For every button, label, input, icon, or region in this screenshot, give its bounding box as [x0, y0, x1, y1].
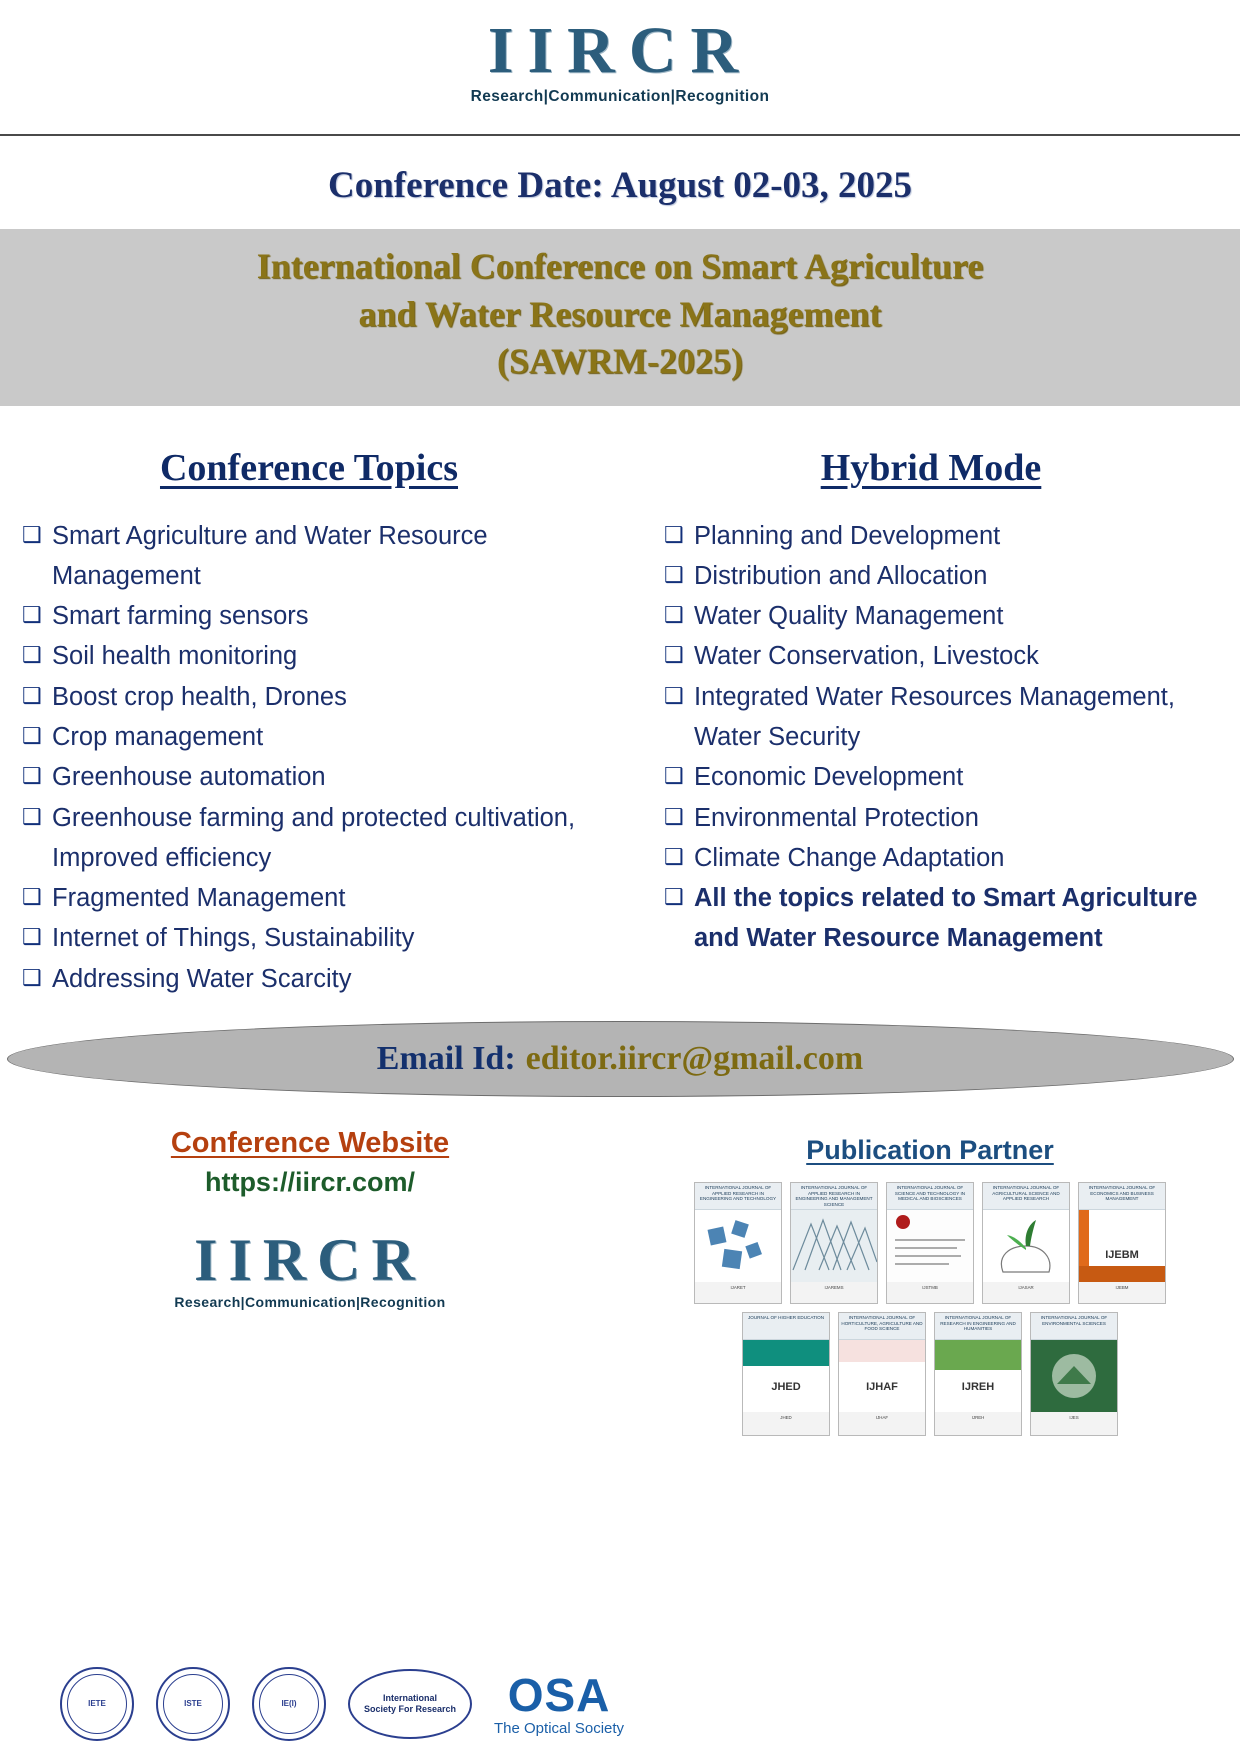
- list-item: [22, 798, 620, 879]
- conference-title-line-1: International Conference on Smart Agriculture: [256, 246, 984, 286]
- checkbox-bullet-icon: [22, 878, 52, 916]
- iircr-logo-wordmark: IIRCR: [487, 14, 753, 87]
- checkbox-bullet-icon: [664, 596, 694, 634]
- footer-logo-wordmark: IIRCR: [194, 1226, 426, 1293]
- journal-cover-art: [983, 1210, 1069, 1282]
- journal-cover-art: [791, 1210, 877, 1282]
- list-item-text: Integrated Water Resources Management, Water Security: [694, 682, 1175, 751]
- header-divider: [0, 134, 1240, 136]
- checkbox-bullet-icon: [664, 757, 694, 795]
- journal-cover-row: [742, 1312, 1118, 1436]
- conference-topics-column: [8, 446, 620, 999]
- journal-cover-code: IJARET: [695, 1282, 781, 1304]
- list-item-text: Boost crop health, Drones: [52, 682, 347, 711]
- journal-cover: [982, 1182, 1070, 1304]
- journal-cover-code: IJAREMS: [791, 1282, 877, 1304]
- list-item: [22, 959, 620, 999]
- institution-of-engineers-logo: IE(I): [252, 1667, 326, 1741]
- conference-date: Conference Date: August 02-03, 2025: [327, 165, 913, 206]
- journal-cover-row: [694, 1182, 1166, 1304]
- journal-cover-name: JHED: [771, 1380, 801, 1393]
- conference-title-line-2: and Water Resource Management: [358, 293, 882, 334]
- journal-cover: [790, 1182, 878, 1304]
- website-block: [0, 1127, 620, 1436]
- footer-iircr-logo: [0, 1226, 620, 1310]
- list-item-text: Smart farming sensors: [52, 602, 309, 631]
- publication-partner-title: Publication Partner: [806, 1134, 1054, 1165]
- checkbox-bullet-icon: [664, 516, 694, 554]
- list-item: [22, 878, 620, 918]
- journal-cover-art: [1079, 1210, 1165, 1282]
- journal-cover-art: [695, 1210, 781, 1282]
- journal-cover-title: INTERNATIONAL JOURNAL OF APPLIED RESEARCH IN ENGINEERING AND MANAGEMENT SCIENCE: [791, 1183, 877, 1210]
- list-item-text: Economic Development: [694, 763, 964, 792]
- list-item-text: Smart Agriculture and Water Resource Management: [52, 521, 488, 590]
- list-item-text: Greenhouse automation: [52, 763, 326, 792]
- iete-logo: IETE: [60, 1667, 134, 1741]
- checkbox-bullet-icon: [22, 798, 52, 836]
- journal-cover: [838, 1312, 926, 1436]
- checkbox-bullet-icon: [22, 677, 52, 715]
- email-oval: [7, 1021, 1234, 1097]
- list-item: [22, 516, 620, 597]
- checkbox-bullet-icon: [664, 878, 694, 916]
- list-item-text: Fragmented Management: [52, 884, 346, 913]
- isr-logo-line2: Society For Research: [363, 1704, 457, 1714]
- list-item-text: Environmental Protection: [694, 803, 979, 832]
- list-item-text: Soil health monitoring: [52, 642, 298, 671]
- email-section: [0, 1021, 1240, 1097]
- iircr-logo-tagline: Research|Communication|Recognition: [470, 88, 770, 105]
- checkbox-bullet-icon: [22, 717, 52, 755]
- list-item: [664, 516, 1232, 556]
- list-item: [22, 596, 620, 636]
- conference-title-band: [0, 229, 1240, 406]
- osa-logo-wordmark: OSA: [507, 1668, 611, 1721]
- checkbox-bullet-icon: [664, 798, 694, 836]
- checkbox-bullet-icon: [22, 596, 52, 634]
- list-item: [664, 757, 1232, 797]
- conference-title-line-3: (SAWRM-2025): [497, 341, 743, 382]
- list-item-text: All the topics related to Smart Agriculture and Water Resource Management: [694, 884, 1198, 953]
- checkbox-bullet-icon: [22, 636, 52, 674]
- journal-cover-art: [887, 1210, 973, 1282]
- journal-cover-code: IJEBM: [1079, 1282, 1165, 1304]
- conference-topics-heading: Conference Topics: [159, 446, 459, 489]
- journal-cover: [1078, 1182, 1166, 1304]
- list-item: [664, 677, 1232, 758]
- checkbox-bullet-icon: [664, 838, 694, 876]
- list-item-text: Internet of Things, Sustainability: [52, 924, 415, 953]
- journal-cover-art: [839, 1340, 925, 1412]
- journal-cover-code: JHED: [743, 1412, 829, 1436]
- list-item-text: Greenhouse farming and protected cultivation, Improved efficiency: [52, 803, 576, 872]
- journal-cover-grid: [620, 1182, 1240, 1436]
- list-item: [22, 636, 620, 676]
- journal-cover-code: IJES: [1031, 1412, 1117, 1436]
- journal-cover-title: JOURNAL OF HIGHER EDUCATION: [743, 1313, 829, 1340]
- iste-logo: ISTE: [156, 1667, 230, 1741]
- list-item: [664, 556, 1232, 596]
- list-item: [664, 838, 1232, 878]
- list-item-text: Crop management: [52, 722, 264, 751]
- footer-section: [0, 1127, 1240, 1436]
- list-item-text: Planning and Development: [694, 521, 1001, 550]
- journal-cover-code: IJASAR: [983, 1282, 1069, 1304]
- isr-logo-line1: International: [382, 1693, 437, 1704]
- journal-cover-title: INTERNATIONAL JOURNAL OF SCIENCE AND TECHNOLOGY IN MEDICAL AND BIOSCIENCES: [887, 1183, 973, 1210]
- journal-cover-name: IJEBM: [1105, 1248, 1139, 1261]
- conference-website-title: Conference Website: [170, 1126, 450, 1159]
- publication-partner-block: [620, 1127, 1240, 1436]
- journal-cover: [1030, 1312, 1118, 1436]
- checkbox-bullet-icon: [22, 516, 52, 554]
- list-item-text: Climate Change Adaptation: [694, 843, 1005, 872]
- journal-cover-art: [743, 1340, 829, 1412]
- checkbox-bullet-icon: [22, 757, 52, 795]
- partner-logos: [60, 1667, 624, 1741]
- list-item: [22, 757, 620, 797]
- hybrid-mode-heading: Hybrid Mode: [820, 446, 1042, 489]
- journal-cover-art: [935, 1340, 1021, 1412]
- journal-cover-title: INTERNATIONAL JOURNAL OF ENVIRONMENTAL SCIENCES: [1031, 1313, 1117, 1340]
- hybrid-mode-column: [620, 446, 1232, 999]
- list-item: [664, 636, 1232, 676]
- checkbox-bullet-icon: [22, 918, 52, 956]
- journal-cover-code: IJHAF: [839, 1412, 925, 1436]
- hybrid-mode-list: [620, 516, 1232, 959]
- email-address[interactable]: editor.iircr@gmail.com: [525, 1039, 864, 1077]
- list-item: [664, 878, 1232, 959]
- footer-logo-tagline: Research|Communication|Recognition: [174, 1293, 446, 1310]
- journal-cover: [694, 1182, 782, 1304]
- journal-cover: [934, 1312, 1022, 1436]
- isr-logo: [348, 1669, 472, 1739]
- conference-website-url[interactable]: https://iircr.com/: [204, 1166, 416, 1197]
- journal-cover-title: INTERNATIONAL JOURNAL OF HORTICULTURE, AGRICULTURE AND FOOD SCIENCE: [839, 1313, 925, 1340]
- journal-cover: [886, 1182, 974, 1304]
- conference-topics-list: [8, 516, 620, 999]
- list-item: [664, 596, 1232, 636]
- checkbox-bullet-icon: [664, 636, 694, 674]
- journal-cover-title: INTERNATIONAL JOURNAL OF AGRICULTURAL SCIENCE AND APPLIED RESEARCH: [983, 1183, 1069, 1210]
- list-item-text: Distribution and Allocation: [694, 561, 988, 590]
- list-item-text: Addressing Water Scarcity: [52, 964, 352, 993]
- journal-cover-title: INTERNATIONAL JOURNAL OF ECONOMICS AND BUSINESS MANAGEMENT: [1079, 1183, 1165, 1210]
- journal-cover: [742, 1312, 830, 1436]
- journal-cover-name: IJREH: [961, 1380, 995, 1393]
- poster-header: [0, 0, 1240, 136]
- journal-cover-code: IJSTMB: [887, 1282, 973, 1304]
- checkbox-bullet-icon: [664, 556, 694, 594]
- list-item-text: Water Conservation, Livestock: [694, 642, 1039, 671]
- osa-logo: [494, 1668, 625, 1737]
- list-item: [22, 717, 620, 757]
- list-item-text: Water Quality Management: [694, 602, 1004, 631]
- journal-cover-title: INTERNATIONAL JOURNAL OF APPLIED RESEARCH IN ENGINEERING AND TECHNOLOGY: [695, 1183, 781, 1210]
- checkbox-bullet-icon: [22, 959, 52, 997]
- list-item: [22, 918, 620, 958]
- email-label: Email Id:: [376, 1039, 516, 1077]
- checkbox-bullet-icon: [664, 677, 694, 715]
- list-item: [664, 798, 1232, 838]
- list-item: [22, 677, 620, 717]
- journal-cover-title: INTERNATIONAL JOURNAL OF RESEARCH IN ENGINEERING AND HUMANITIES: [935, 1313, 1021, 1340]
- topics-section: [0, 446, 1240, 999]
- osa-logo-tagline: The Optical Society: [494, 1719, 625, 1737]
- journal-cover-art: [1031, 1340, 1117, 1412]
- journal-cover-name: IJHAF: [866, 1380, 898, 1393]
- journal-cover-code: IJREH: [935, 1412, 1021, 1436]
